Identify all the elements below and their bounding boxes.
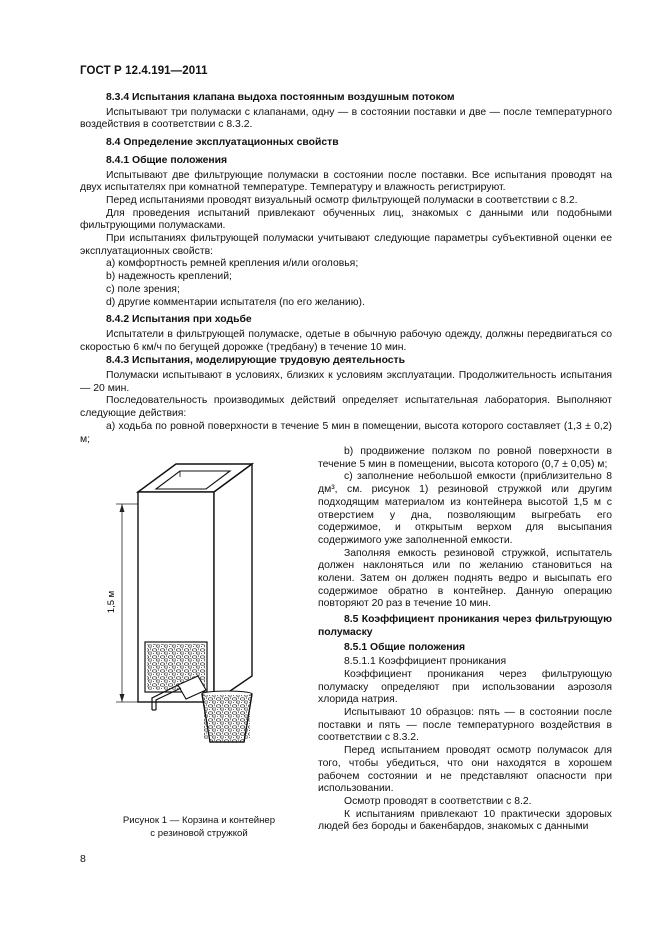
height-label: 1,5 м (106, 590, 117, 614)
caption-line: Рисунок 1 — Корзина и контейнер (122, 815, 276, 826)
paragraph: Перед испытанием проводят осмотр полумасок для того, чтобы убедиться, что они находятся в хорошем рабочем состоянии и не представляют опасности при использовании. (318, 745, 612, 795)
list-item: c) заполнение небольшой емкости (приблизительно 8 дм³, см. рисунок 1) резиновой стружкой или другим подходящим материалом из контейнера высотой 1,5 м с отверстием у дна, позволяющим выгребать его содержимое, и открытым верхом для высыпания содержимого уже заполненной емкости. (318, 471, 612, 546)
section-8-5-1-title: 8.5.1 Общие положения (344, 641, 466, 653)
section-8-3-4-text: Испытывают три полумаски с клапанами, одну — в состоянии поставки и две — после температурного воздействия в соответствии с 8.3.2. (80, 106, 612, 131)
container-side (214, 464, 252, 702)
paragraph: Испытывают две фильтрующие полумаски в состоянии после поставки. Все испытания проводят на двух испытателях при комнатной температуре. Температуру и влажность регистрируют. (80, 169, 612, 194)
list-item: d) другие комментарии испытателя (по его желанию). (106, 296, 365, 308)
page-number: 8 (80, 853, 86, 865)
paragraph: Последовательность производимых действий определяет испытательная лаборатория. Выполняют следующие действия: (80, 395, 612, 420)
subsection-title: 8.5.1.1 Коэффициент проникания (344, 656, 507, 668)
section-8-4-title: 8.4 Определение эксплуатационных свойств (106, 137, 339, 149)
right-column (318, 446, 612, 834)
list-item: a) ходьба по ровной поверхности в течение 5 мин в помещении, высота которого составляет (1,3 ± 0,2) м; (80, 420, 612, 445)
figure-1 (80, 452, 310, 842)
paragraph: Коэффициент проникания через фильтрующую полумаску определяют при использовании аэрозоля хлорида натрия. (318, 668, 612, 706)
paragraph: К испытаниям привлекают 10 практически здоровых людей без бороды и бакенбардов, знакомых с данными (318, 808, 612, 833)
section-8-5-title: 8.5 Коэффициент проникания через фильтрующую полумаску (318, 614, 612, 638)
paragraph: Для проведения испытаний привлекают обученных лиц, знакомых с данными или подобными фильтрующими полумасками. (80, 207, 612, 232)
paragraph: При испытаниях фильтрующей полумаски учитывают следующие параметры субъективной оценки ее эксплуатационных свойств: (80, 233, 612, 257)
list-item: b) надежность креплений; (106, 271, 232, 283)
paragraph: Перед испытаниями проводят визуальный осмотр фильтрующей полумаски в соответствии с 8.2. (106, 194, 578, 206)
section-8-4-2-title: 8.4.2 Испытания при ходьбе (106, 314, 252, 326)
section-8-4-1-title: 8.4.1 Общие положения (106, 154, 228, 166)
paragraph: Осмотр проводят в соответствии с 8.2. (344, 795, 532, 807)
list-item: b) продвижение ползком по ровной поверхности в течение 5 мин в помещении, высота которого (0,7 ± 0,05) м; (318, 446, 612, 470)
section-8-4-3-title: 8.4.3 Испытания, моделирующие трудовую деятельность (106, 355, 406, 367)
paragraph: Испытатели в фильтрующей полумаске, одетые в обычную рабочую одежду, должны передвигаться со скоростью 6 км/ч по бегущей дорожке (тредбану) в течение 10 мин. (80, 328, 612, 353)
paragraph: Полумаски испытывают в условиях, близких к условиям эксплуатации. Продолжительность испытания — 20 мин. (80, 370, 612, 394)
document-header: ГОСТ Р 12.4.191—2011 (80, 65, 208, 77)
list-item: c) поле зрения; (106, 283, 180, 295)
container-drawing (80, 452, 310, 842)
figure-caption (96, 814, 302, 840)
section-8-3-4-title: 8.3.4 Испытания клапана выдоха постоянным воздушным потоком (106, 92, 455, 103)
list-item: a) комфортность ремней крепления и/или оголовья; (106, 258, 359, 270)
caption-line: с резиновой стружкой (150, 828, 248, 839)
paragraph: Испытывают 10 образцов: пять — в состоянии после поставки и пять — после температурного воздействия в соответствии с 8.3.2. (318, 707, 612, 744)
main-column (80, 92, 612, 446)
paragraph: Заполняя емкость резиновой стружкой, испытатель должен наклоняться или по желанию становиться на колени. Затем он должен поднять ведро и высыпать его содержимое обратно в контейнер. Данную операцию повторяют 20 раз в течение 10 мин. (318, 547, 612, 610)
